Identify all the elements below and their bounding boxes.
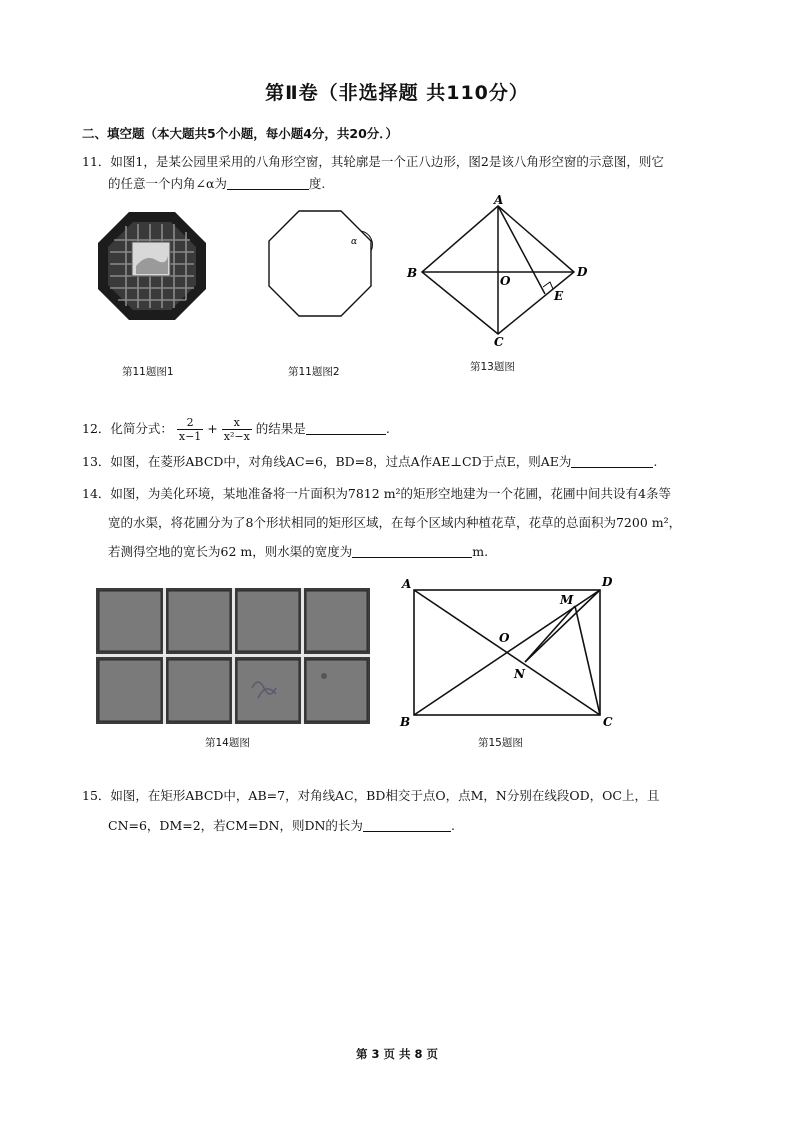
question-15-end: . xyxy=(450,818,455,833)
point-D-label-15: D xyxy=(602,575,613,589)
point-B-label-15: B xyxy=(400,715,411,729)
question-13-end: . xyxy=(653,454,658,469)
point-C-label-15: C xyxy=(603,715,613,729)
point-M-label-15: M xyxy=(560,593,574,607)
question-15-line1: 15．如图，在矩形ABCD中，AB=7，对角线AC，BD相交于点O，点M，N分别在线段OD，OC上，且 xyxy=(82,788,660,803)
question-15-line2 xyxy=(108,816,455,836)
question-12-end: . xyxy=(385,421,390,436)
point-O-label-15: O xyxy=(499,631,510,645)
question-12-suffix: 的结果是 xyxy=(255,421,306,436)
answer-blank-12[interactable] xyxy=(306,420,386,435)
page-number-footer: 第 3 页 共 8 页 xyxy=(355,1047,439,1061)
question-15-text: CN=6，DM=2，若CM=DN，则DN的长为 xyxy=(108,818,363,833)
figure-14-garden-photo xyxy=(96,588,370,724)
question-14-text: 若测得空地的宽长为62 m，则水渠的宽度为 xyxy=(108,544,353,559)
point-E-label: E xyxy=(554,289,564,303)
question-11-line2 xyxy=(108,174,325,194)
answer-blank-14[interactable] xyxy=(352,543,472,558)
question-11-line1: 11．如图1，是某公园里采用的八角形空窗，其轮廓是一个正八边形，图2是该八角形空窗的示意图，则它 xyxy=(82,154,664,169)
section-heading: 二、填空题（本大题共5个小题，每小题4分，共20分．） xyxy=(82,126,399,141)
figure-15-rectangle-diagram xyxy=(398,572,618,732)
question-14-line3 xyxy=(108,542,488,562)
fraction-1-numerator: 2 xyxy=(177,416,203,430)
question-11-unit: 度. xyxy=(308,176,326,191)
figure-11-2-caption: 第11题图2 xyxy=(288,366,340,378)
point-N-label-15: N xyxy=(514,667,525,681)
point-A-label: A xyxy=(494,194,504,207)
figure-11-2-octagon-diagram xyxy=(264,208,376,320)
point-D-label: D xyxy=(577,265,588,279)
fraction-2-denominator: x²−x xyxy=(223,430,250,443)
answer-blank-11[interactable] xyxy=(227,175,309,190)
fraction-2 xyxy=(222,416,252,443)
answer-blank-15[interactable] xyxy=(363,817,451,832)
paper-section-title: 第Ⅱ卷（非选择题 共110分） xyxy=(265,82,529,104)
figure-11-1-caption: 第11题图1 xyxy=(122,366,174,378)
question-14-unit: m. xyxy=(472,544,489,559)
question-13-text: 13．如图，在菱形ABCD中，对角线AC=6，BD=8，过点A作AE⊥CD于点E，则AE为 xyxy=(82,454,572,469)
point-O-label: O xyxy=(500,274,511,288)
angle-alpha-label: α xyxy=(351,237,358,247)
point-C-label: C xyxy=(494,335,504,346)
point-A-label-15: A xyxy=(402,577,412,591)
figure-13-caption: 第13题图 xyxy=(470,361,515,373)
point-B-label: B xyxy=(407,266,418,280)
question-14-line1: 14．如图，为美化环境，某地准备将一片面积为7812 m²的矩形空地建为一个花圃，花圃中间共设有4条等 xyxy=(82,486,672,501)
question-14-line2: 宽的水渠，将花圃分为了8个形状相同的矩形区域，在每个区域内种植花草，花草的总面积为7200 m²， xyxy=(108,515,682,530)
fraction-1 xyxy=(177,416,203,443)
fraction-1-denominator: x−1 xyxy=(178,430,202,443)
question-13 xyxy=(82,452,657,472)
figure-11-1-octagon-window-photo xyxy=(96,210,208,322)
figure-14-caption: 第14题图 xyxy=(205,737,250,749)
question-11-text: 的任意一个内角∠α为 xyxy=(108,176,227,191)
question-12-prefix: 12．化简分式： xyxy=(82,421,173,436)
figure-13-rhombus-diagram xyxy=(404,194,594,346)
answer-blank-13[interactable] xyxy=(571,453,653,468)
plus-sign: + xyxy=(207,421,218,436)
question-12 xyxy=(82,414,390,444)
figure-15-caption: 第15题图 xyxy=(478,737,523,749)
fraction-2-numerator: x xyxy=(222,416,252,430)
